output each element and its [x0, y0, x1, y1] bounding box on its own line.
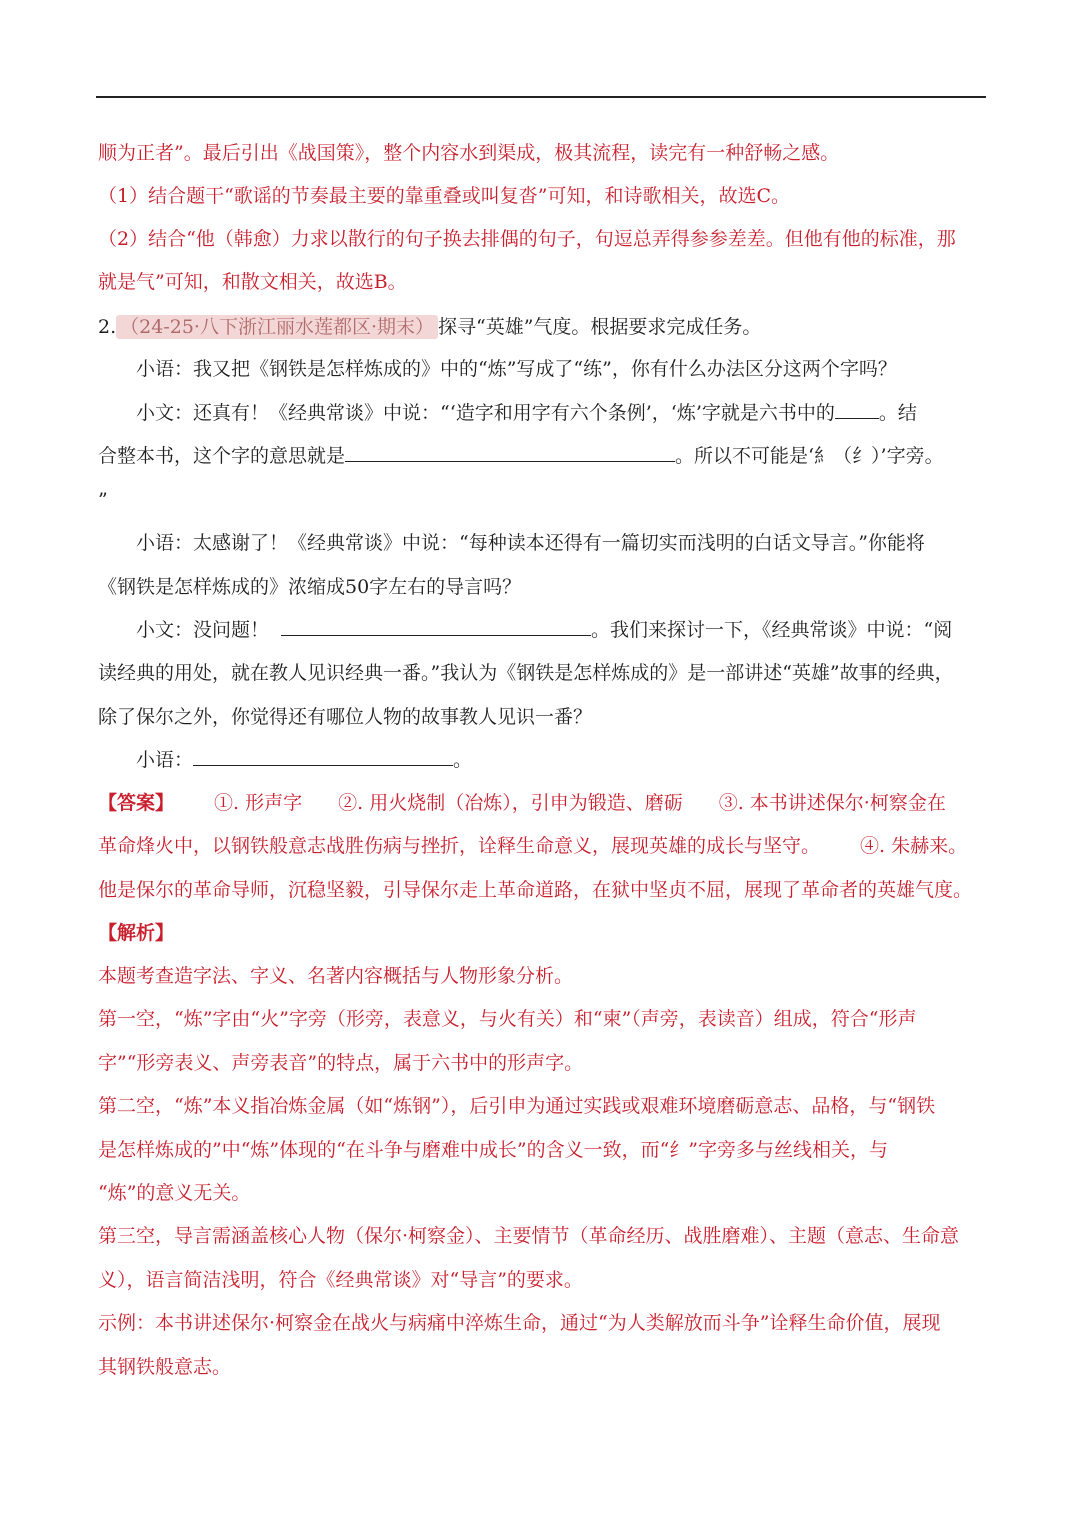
answer-line [98, 790, 984, 816]
analysis-line: “炼”的意义无关。 [98, 1182, 251, 1204]
answer-item: ①. 形声字 [214, 792, 303, 814]
dialog-line [98, 443, 984, 469]
text-line: （2）结合“他（韩愈）力求以散行的句子换去排偶的句子，句逗总弄得参参差差。但他有他的标准，那 [98, 228, 956, 250]
question-header [98, 314, 984, 340]
answer-item: 革命烽火中，以钢铁般意志战胜伤病与挫折，诠释生命意义，展现英雄的成长与坚守。 [98, 835, 821, 857]
analysis-line: 第一空，“炼”字由“火”字旁（形旁，表意义，与火有关）和“柬”（声旁，表读音）组成，符合“形声 [98, 1008, 917, 1030]
answer-blank-2[interactable] [345, 443, 675, 462]
question-source: （24-25·八下浙江丽水莲都区·期末） [116, 315, 438, 339]
header-rule [96, 96, 986, 98]
answer-blank-4[interactable] [193, 747, 453, 766]
dialog-text: 。结 [878, 402, 917, 424]
dialog-line: 小语：太感谢了！《经典常谈》中说：“每种读本还得有一篇切实而浅明的白话文导言。”你能将 [136, 532, 925, 554]
answer-blank-1[interactable] [835, 400, 879, 419]
dialog-text: 小文：还真有！《经典常谈》中说：“‘造字和用字有六个条例’，‘炼’字就是六书中的 [136, 402, 835, 424]
dialog-line: 除了保尔之外，你觉得还有哪位人物的故事教人见识一番？ [98, 706, 593, 728]
analysis-line: 第二空，“炼”本义指冶炼金属（如“炼钢”），后引申为通过实践或艰难环境磨砺意志、品格，与“钢铁 [98, 1095, 936, 1117]
answer-item: ④. 朱赫来。 [860, 835, 968, 857]
question-number: 2. [98, 316, 117, 338]
analysis-label: 【解析】 [98, 922, 175, 944]
dialog-line: ” [98, 489, 108, 511]
dialog-text: 合整本书，这个字的意思就是 [98, 445, 346, 467]
dialog-text: 。我们来探讨一下，《经典常谈》中说：“阅 [591, 619, 953, 641]
question-title: 探寻“英雄”气度。根据要求完成任务。 [438, 316, 762, 338]
analysis-line: 第三空，导言需涵盖核心人物（保尔·柯察金）、主要情节（革命经历、战胜磨难）、主题（意志、生命意 [98, 1225, 960, 1247]
answer-label: 【答案】 [98, 792, 175, 814]
analysis-line: 是怎样炼成的”中“炼”体现的“在斗争与磨难中成长”的含义一致，而“纟”字旁多与丝线相关，与 [98, 1139, 888, 1161]
answer-line [98, 833, 984, 859]
dialog-text: 。所以不可能是‘糹（纟）’字旁。 [675, 445, 944, 467]
analysis-line: 字”“形旁表义、声旁表音”的特点，属于六书中的形声字。 [98, 1052, 584, 1074]
dialog-line: 小语：我又把《钢铁是怎样炼成的》中的“炼”写成了“练”，你有什么办法区分这两个字吗？ [136, 358, 897, 380]
dialog-line: 《钢铁是怎样炼成的》浓缩成50字左右的导言吗？ [98, 576, 522, 598]
text-line: （1）结合题干“歌谣的节奏最主要的靠重叠或叫复沓”可知，和诗歌相关，故选C。 [98, 185, 791, 207]
answer-blank-3[interactable] [281, 617, 591, 636]
dialog-line [136, 747, 984, 773]
analysis-label-line [98, 920, 984, 946]
analysis-line: 示例：本书讲述保尔·柯察金在战火与病痛中淬炼生命，通过“为人类解放而斗争”诠释生命价值，展现 [98, 1312, 941, 1334]
answer-line: 他是保尔的革命导师，沉稳坚毅，引导保尔走上革命道路，在狱中坚贞不屈，展现了革命者的英雄气度。 [98, 879, 973, 901]
dialog-line [136, 400, 984, 426]
dialog-text: 。 [453, 749, 473, 771]
dialog-line [136, 617, 984, 643]
dialog-text: 小语： [136, 749, 194, 771]
answer-item: ②. 用火烧制（冶炼），引申为锻造、磨砺 [338, 792, 683, 814]
analysis-line: 义），语言简洁浅明，符合《经典常谈》对“导言”的要求。 [98, 1269, 583, 1291]
dialog-line: 读经典的用处，就在教人见识经典一番。”我认为《钢铁是怎样炼成的》是一部讲述“英雄”故事的经典， [98, 662, 954, 684]
answer-item: ③. 本书讲述保尔·柯察金在 [718, 792, 946, 814]
text-line: 就是气”可知，和散文相关，故选B。 [98, 271, 407, 293]
analysis-line: 本题考查造字法、字义、名著内容概括与人物形象分析。 [98, 965, 574, 987]
text-line: 顺为正者”。最后引出《战国策》，整个内容水到渠成，极其流程，读完有一种舒畅之感。 [98, 142, 840, 164]
analysis-line: 其钢铁般意志。 [98, 1356, 232, 1378]
dialog-text: 小文：没问题！ [136, 619, 270, 641]
